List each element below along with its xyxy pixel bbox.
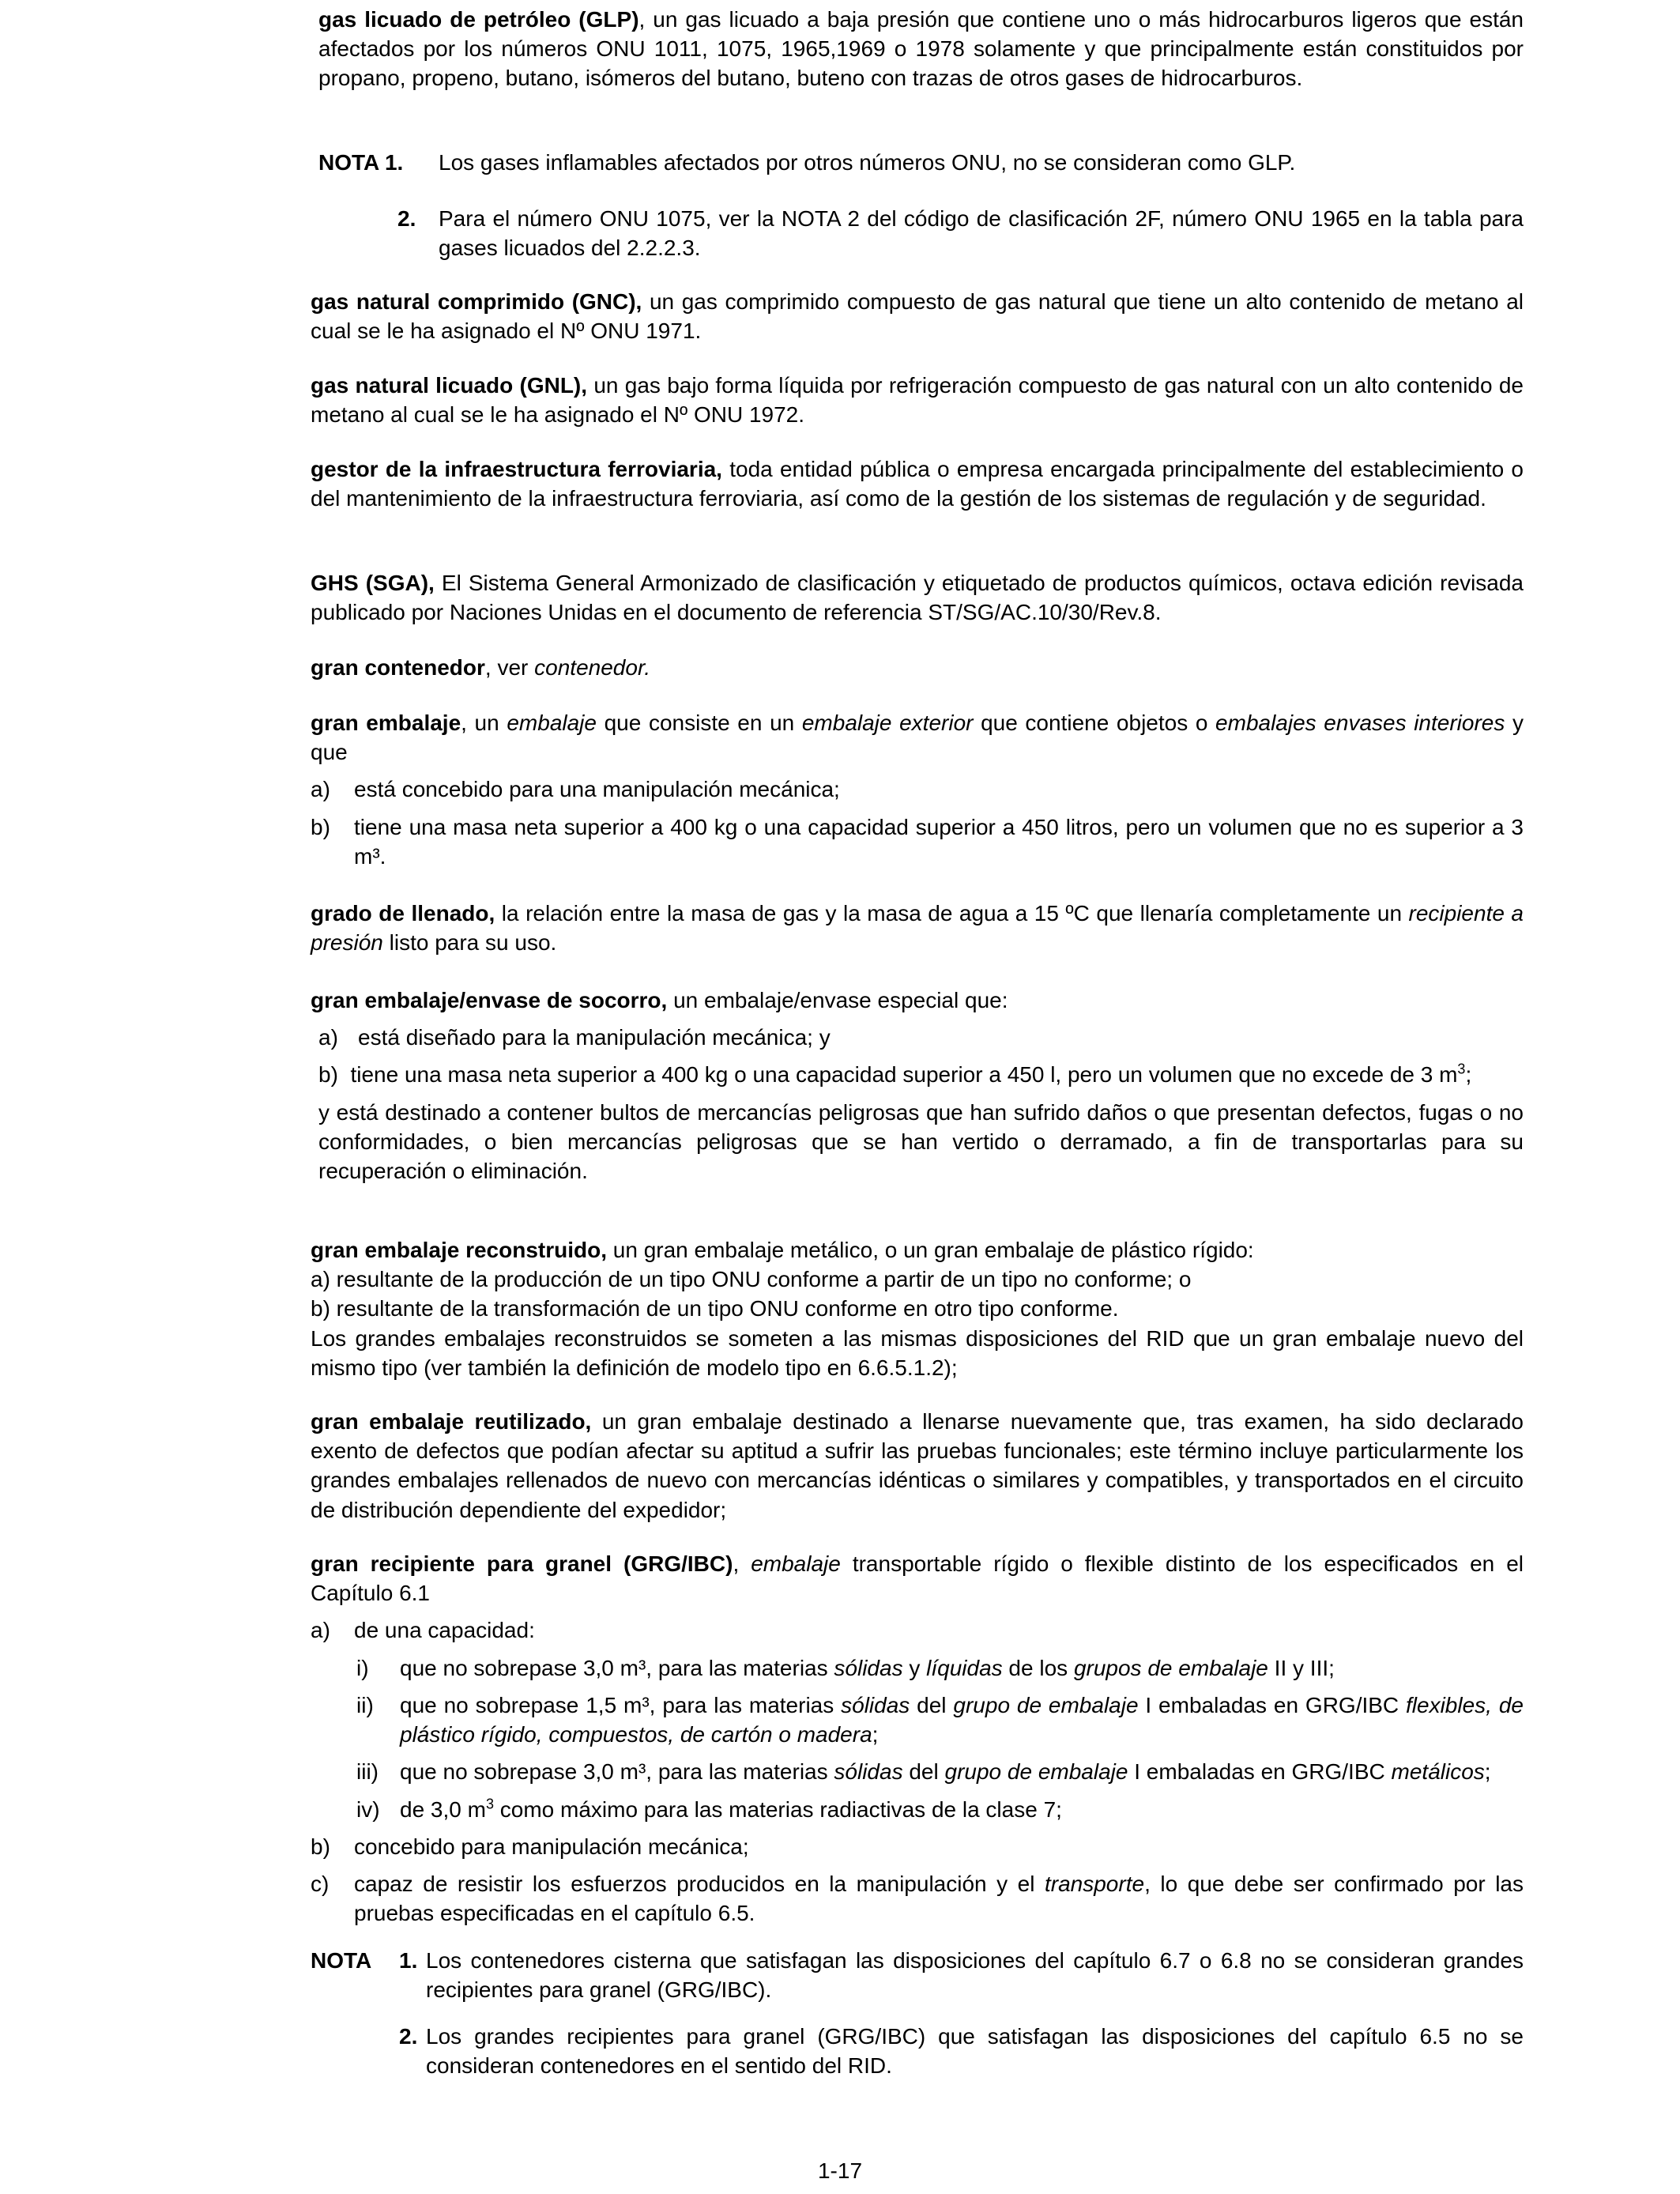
italic-term: embalaje: [751, 1551, 841, 1576]
list-key: i): [356, 1655, 369, 1680]
italic-term: grupo de embalaje: [944, 1759, 1128, 1785]
list-item: [318, 1060, 1524, 1089]
term: gas natural comprimido (GNC),: [311, 289, 642, 314]
term: gestor de la infraestructura ferroviaria,: [311, 457, 722, 481]
list-key: iii): [356, 1759, 379, 1785]
definition-grg: [311, 1549, 1524, 2081]
italic-term: sólidas: [841, 1692, 910, 1717]
definition-text: un gas comprimido compuesto de gas natural que tiene un alto contenido de metano al cual se le ha asignado el Nº ONU 1971.: [311, 289, 1524, 344]
nota-glp-2: [397, 204, 1524, 262]
definition-text: un gran embalaje destinado a llenarse nuevamente que, tras examen, ha sido declarado exento de defectos que podían afectar su aptitud a sufrir las pruebas funcionales; este término incluye particularmente los grandes embalajes rellenados de nuevo con mercancías idénticas o similares y compatibles, y transportados en el circuito de distribución dependiente del expedidor;: [311, 1409, 1524, 1522]
list-text: de una capacidad:: [354, 1618, 535, 1643]
italic-term: grupo de embalaje: [953, 1692, 1139, 1717]
definition-gran-embalaje: [311, 708, 1524, 871]
list-item: [356, 1795, 1524, 1824]
list-text: de 3,0 m: [400, 1796, 486, 1822]
nota-text: Los grandes recipientes para granel (GRG/IBC) que satisfagan las disposiciones del capítulo 6.5 no se consideran contenedores en el sentido del RID.: [426, 2024, 1524, 2079]
term: grado de llenado,: [311, 901, 495, 925]
list-item: [311, 1832, 1524, 1861]
list-text: ;: [1465, 1062, 1472, 1088]
definition-ghs: [311, 568, 1524, 627]
list-key: ii): [356, 1692, 374, 1717]
list-key: b): [318, 1062, 338, 1088]
italic-term: sólidas: [834, 1655, 903, 1680]
nota-label: NOTA 1.: [318, 150, 404, 175]
list-text: como máximo para las materias radiactivas de la clase 7;: [493, 1796, 1062, 1822]
definition-text: que contiene objetos o: [973, 711, 1216, 735]
definition-text: un gas bajo forma líquida por refrigeración compuesto de gas natural con un alto contenido de metano al cual se le ha asignado el Nº ONU 1972.: [311, 373, 1524, 428]
definition-text: El Sistema General Armonizado de clasificación y etiquetado de productos químicos, octava edición revisada publicado por Naciones Unidas en el documento de referencia ST/SG/AC.10/30/Rev.8.: [311, 571, 1524, 625]
definition-text: la relación entre la masa de gas y la masa de agua a 15 ºC que llenaría completamente un: [495, 901, 1409, 925]
definition-text: listo para su uso.: [382, 930, 557, 956]
definition-text: , un gas licuado a baja presión que contiene uno o más hidrocarburos ligeros que están afectados por los números ONU 1011, 1075, 1965,1969 o 1978 solamente y que principalmente están constituidos por propano, propeno, butano, isómeros del butano, buteno con trazas de otros gases de hidrocarburos.: [318, 7, 1524, 91]
nota-label: NOTA: [311, 1947, 372, 1973]
list-text: tiene una masa neta superior a 400 kg o una capacidad superior a 450 l, pero un volumen que no excede de 3 m: [350, 1062, 1458, 1088]
list-text: II y III;: [1268, 1655, 1335, 1680]
term: gas natural licuado (GNL),: [311, 373, 588, 398]
italic-term: líquidas: [926, 1655, 1003, 1680]
list-key: b): [311, 1834, 330, 1859]
definition-text: ,: [733, 1551, 751, 1576]
list-key: a): [311, 1618, 330, 1643]
list-item: [356, 1757, 1524, 1786]
list-text: I embaladas en GRG/IBC: [1138, 1692, 1407, 1717]
italic-term: flexibles, de plástico rígido, compuestos, de cartón o madera: [400, 1692, 1524, 1747]
cross-reference: contenedor.: [534, 655, 651, 680]
term: gran embalaje/envase de socorro,: [311, 988, 668, 1012]
definition-text: y que: [311, 711, 1524, 765]
definition-embalaje-socorro: [311, 986, 1524, 1186]
superscript: 3: [1457, 1061, 1466, 1078]
list-item: [318, 1023, 1524, 1052]
nota-number: 1.: [399, 1947, 418, 1973]
nota-grg-2: [399, 2022, 1524, 2080]
term: gran contenedor: [311, 655, 485, 680]
line-c: Los grandes embalajes reconstruidos se someten a las mismas disposiciones del RID que un gran embalaje nuevo del mismo tipo (ver también la definición de modelo tipo en 6.6.5.1.2);: [311, 1325, 1524, 1380]
term: gran embalaje reutilizado,: [311, 1409, 592, 1434]
list-item: [356, 1653, 1524, 1683]
list-item: [311, 1615, 1524, 1645]
list-text: de los: [1002, 1655, 1074, 1680]
definition-text: , un: [461, 711, 507, 735]
term: gran recipiente para granel (GRG/IBC): [311, 1551, 733, 1576]
list-key: a): [318, 1025, 338, 1050]
list-key: b): [311, 814, 330, 839]
definition-text: toda entidad pública o empresa encargada principalmente del establecimiento o del mantenimiento de la infraestructura ferroviaria, así como de la gestión de los sistemas de regulación y de seguridad.: [311, 457, 1524, 511]
definition-text: y está destinado a contener bultos de mercancías peligrosas que han sufrido daños o que presentan defectos, fugas o no conformidades, o bien mercancías peligrosas que se han vertido o derramado, a fin de transportarlas para su recuperación o eliminación.: [318, 1099, 1524, 1184]
list-text: ;: [1484, 1759, 1491, 1785]
list-text: capaz de resistir los esfuerzos producidos en la manipulación y el: [354, 1872, 1045, 1897]
list-text: del: [902, 1759, 945, 1785]
list-text: , lo que debe ser confirmado por las pruebas especificadas en el capítulo 6.5.: [354, 1872, 1524, 1926]
term: gas licuado de petróleo (GLP): [318, 7, 639, 32]
italic-term: grupos de embalaje: [1073, 1655, 1268, 1680]
nota-number: 2.: [397, 206, 416, 231]
definition-reutilizado: [311, 1407, 1524, 1525]
list-text: tiene una masa neta superior a 400 kg o una capacidad superior a 450 litros, pero un volumen que no es superior a 3 m³.: [354, 814, 1524, 869]
list-text: está diseñado para la manipulación mecánica; y: [358, 1025, 831, 1050]
superscript: 3: [485, 1796, 494, 1812]
definition-gnc: [311, 287, 1524, 345]
list-item: [311, 775, 1524, 804]
list-key: c): [311, 1872, 330, 1897]
nota-text: Los contenedores cisterna que satisfagan las disposiciones del capítulo 6.7 o 6.8 no se consideran grandes recipientes para granel (GRG/IBC).: [426, 1947, 1524, 2002]
nota-grg-1: [311, 1946, 1524, 2004]
list-text: y: [902, 1655, 927, 1680]
nota-text: Para el número ONU 1075, ver la NOTA 2 del código de clasificación 2F, número ONU 1965 en la tabla para gases licuados del 2.2.2.3.: [439, 206, 1524, 261]
line-b: b) resultante de la transformación de un tipo ONU conforme en otro tipo conforme.: [311, 1296, 1119, 1321]
list-key: a): [311, 777, 330, 802]
list-text: está concebido para una manipulación mecánica;: [354, 777, 840, 802]
italic-term: transporte: [1044, 1872, 1145, 1897]
term: GHS (SGA),: [311, 571, 435, 595]
term: gran embalaje: [311, 711, 461, 735]
list-text: I embaladas en GRG/IBC: [1128, 1759, 1392, 1785]
italic-term: embalaje exterior: [801, 711, 974, 735]
nota-text: Los gases inflamables afectados por otros números ONU, no se consideran como GLP.: [439, 150, 1296, 175]
definition-text: un gran embalaje metálico, o un gran embalaje de plástico rígido:: [607, 1238, 1254, 1262]
definition-grado-llenado: [311, 899, 1524, 957]
list-item: [311, 812, 1524, 871]
definition-text: , ver: [484, 655, 535, 680]
nota-number: 2.: [399, 2024, 418, 2049]
definition-text: que consiste en un: [596, 711, 802, 735]
italic-term: sólidas: [834, 1759, 903, 1785]
list-text: del: [910, 1692, 954, 1717]
list-text: concebido para manipulación mecánica;: [354, 1834, 749, 1859]
definition-gnl: [311, 371, 1524, 429]
definition-reconstruido: [311, 1235, 1524, 1382]
list-text: que no sobrepase 1,5 m³, para las materias: [400, 1692, 842, 1717]
italic-term: embalajes envases interiores: [1215, 711, 1505, 735]
italic-term: recipiente a presión: [311, 901, 1524, 956]
page-number: 1-17: [817, 2158, 863, 2183]
italic-term: metálicos: [1391, 1759, 1485, 1785]
list-key: iv): [356, 1796, 380, 1822]
line-a: a) resultante de la producción de un tipo ONU conforme a partir de un tipo no conforme; o: [311, 1267, 1192, 1292]
list-text: que no sobrepase 3,0 m³, para las materias: [400, 1655, 834, 1680]
nota-glp-1: [318, 148, 1524, 177]
definition-text: un embalaje/envase especial que:: [667, 988, 1008, 1012]
italic-term: embalaje: [507, 711, 597, 735]
list-item: [311, 1869, 1524, 1928]
definition-glp: [318, 5, 1524, 93]
list-item: [356, 1691, 1524, 1749]
term: gran embalaje reconstruido,: [311, 1238, 607, 1262]
list-text: que no sobrepase 3,0 m³, para las materias: [400, 1759, 834, 1785]
list-text: ;: [872, 1722, 879, 1747]
definition-gran-contenedor: [311, 653, 1524, 682]
definition-text: transportable rígido o flexible distinto de los especificados en el Capítulo 6.1: [311, 1551, 1524, 1606]
definition-gestor: [311, 454, 1524, 513]
